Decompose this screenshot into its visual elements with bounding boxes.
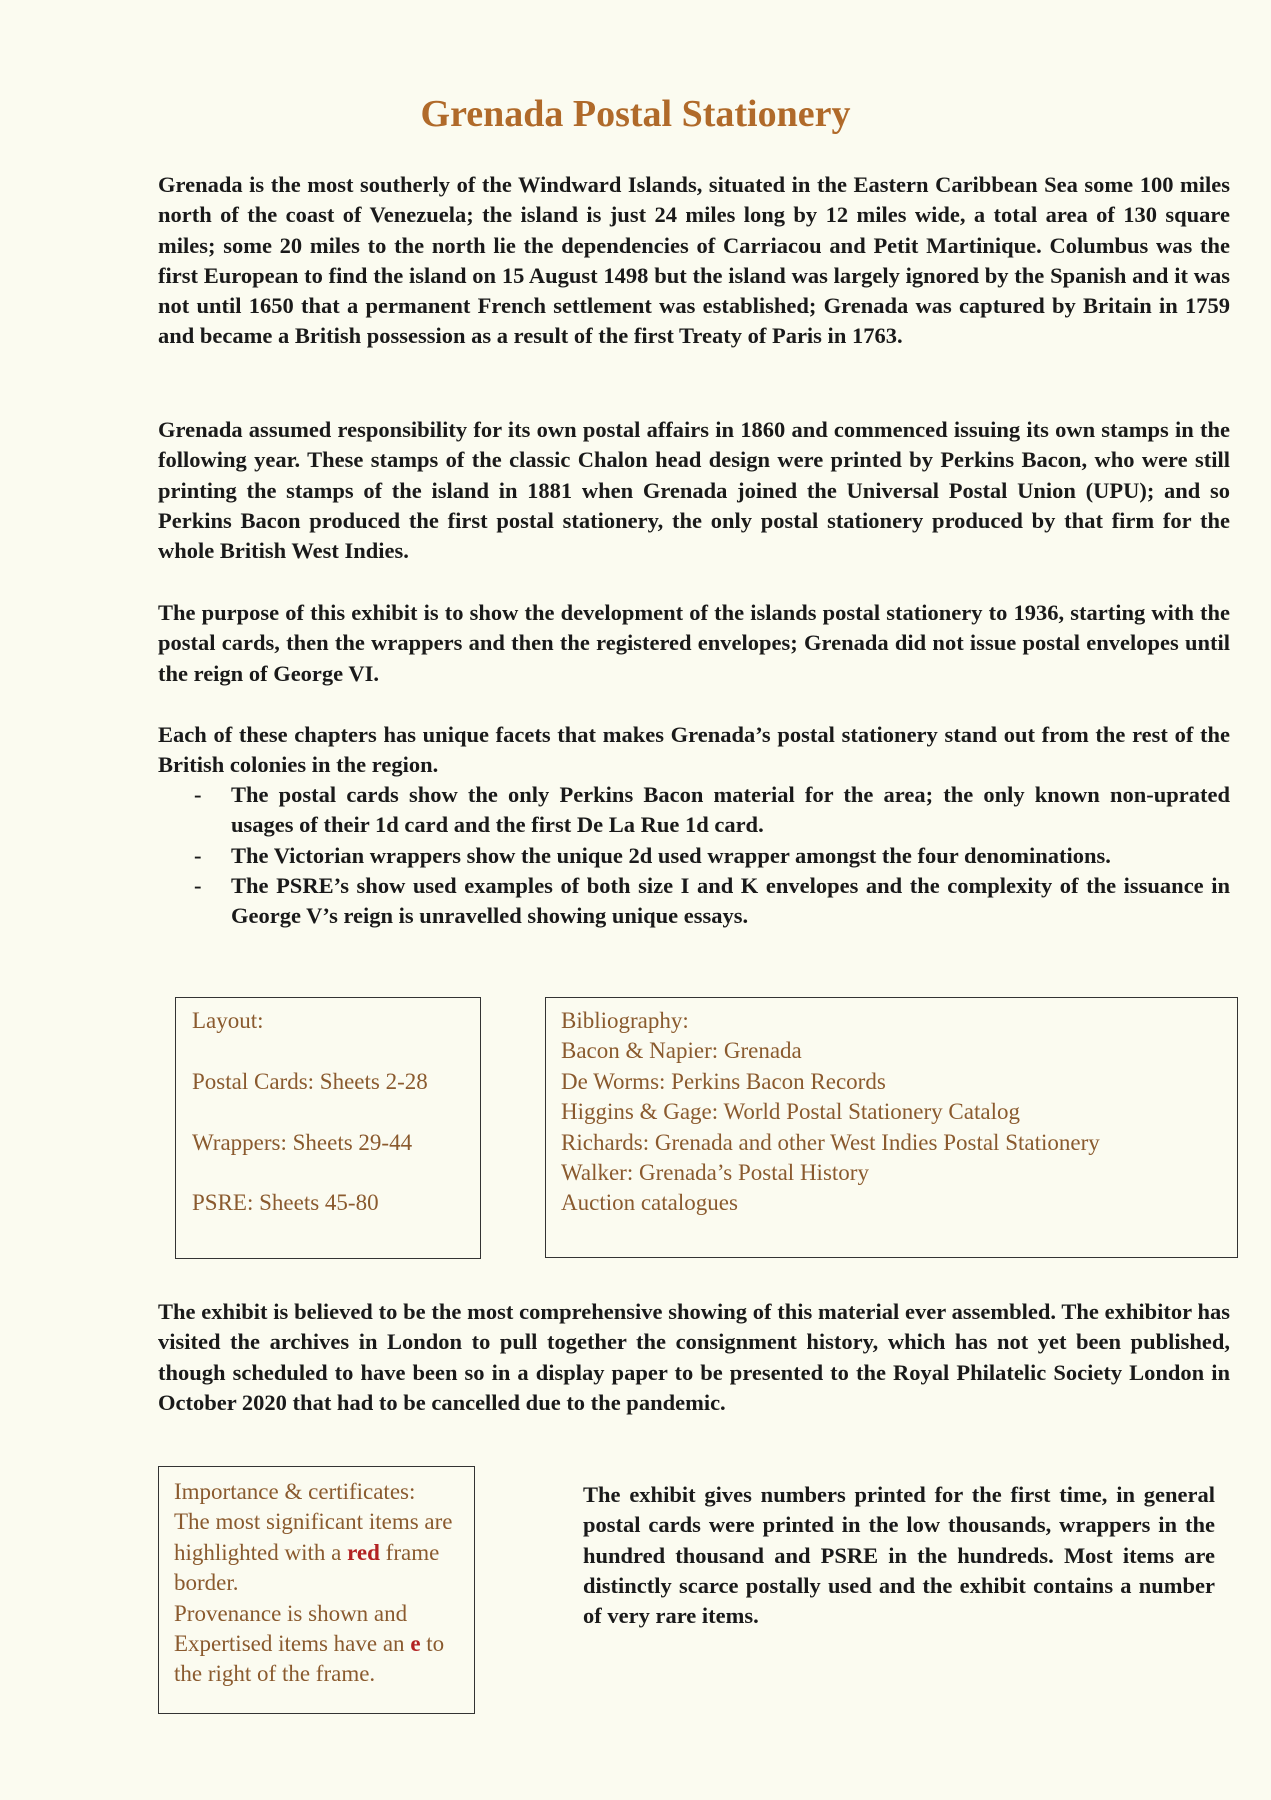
list-item [158,780,1230,841]
layout-item-postal-cards: Postal Cards: Sheets 2-28 [192,1068,428,1094]
list-item-text: The PSRE’s show used examples of both size I and K envelopes and the complexity of the issuance in George V’s reign is unravelled showing unique essays. [231,872,1230,929]
bibliography-item: Higgins & Gage: World Postal Stationery Catalog [561,1099,1020,1125]
layout-heading: Layout: [192,1008,264,1033]
importance-text-part: The most significant items are highlighted with a [174,1509,453,1565]
spacer [192,1097,464,1127]
list-item-text: The postal cards show the only Perkins Bacon material for the area; the only known non-uprated usages of their 1d card and the first De La Rue 1d card. [231,782,1230,838]
page-title: Grenada Postal Stationery [420,93,851,135]
spacer [192,1036,464,1066]
importance-box [158,1466,475,1714]
bibliography-item: Walker: Grenada’s Postal History [561,1160,869,1186]
expertised-marker: e [410,1631,421,1657]
importance-heading: Importance & certificates: [174,1479,416,1504]
list-item [158,841,1230,871]
importance-text-part: frame border. [174,1539,440,1596]
provenance-text-part: to the right of the frame. [174,1631,445,1687]
bullet-dash: - [194,782,202,807]
comprehensive-paragraph: The exhibit is believed to be the most comprehensive showing of this material ever assembled. The exhibitor has visited the archives in London to pull together the consignment history, which has not yet been published, though scheduled to have been so in a display paper to be presented to the Royal Philatelic Society London in October 2020 that had to be cancelled due to the pandemic. [158,1299,1230,1415]
provenance-text-part: Provenance is shown and Expertised items have an [174,1600,411,1657]
list-item-text: The Victorian wrappers show the unique 2d used wrapper amongst the four denominations. [231,842,1111,868]
list-item [158,871,1230,932]
purpose-paragraph: The purpose of this exhibit is to show the development of the islands postal stationery to 1936, starting with the postal cards, then the wrappers and then the registered envelopes; Grenada did not issue postal envelopes until the reign of George VI. [158,600,1230,686]
chapters-paragraph: Each of these chapters has unique facets that makes Grenada’s postal stationery stand out from the rest of the British colonies in the region. [158,722,1230,778]
intro-paragraph: Grenada is the most southerly of the Windward Islands, situated in the Eastern Caribbean Sea some 100 miles north of the coast of Venezuela; the island is just 24 miles long by 12 miles wide, a total area of 130 square miles; some 20 miles to the north lie the dependencies of Carriacou and Petit Martinique. Columbus was the first European to find the island on 15 August 1498 but the island was largely ignored by the Spanish and it was not until 1650 that a permanent French settlement was established; Grenada was captured by Britain in 1759 and became a British possession as a result of the first Treaty of Paris in 1763. [158,172,1230,349]
bibliography-item: Bacon & Napier: Grenada [561,1038,802,1064]
bibliography-heading: Bibliography: [561,1008,689,1033]
bullet-dash: - [194,842,202,868]
bullet-dash: - [194,872,202,898]
numbers-paragraph: The exhibit gives numbers printed for the first time, in general postal cards were printed in the low thousands, wrappers in the hundred thousand and PSRE in the hundreds. Most items are distinctly scarce postally used and the exhibit contains a number of very rare items. [583,1482,1215,1629]
importance-text [174,1507,459,1598]
bibliography-box [545,997,1238,1258]
layout-item-wrappers: Wrappers: Sheets 29-44 [192,1129,413,1155]
highlight-word: red [347,1539,380,1565]
layout-box [175,997,481,1259]
bibliography-item: De Worms: Perkins Bacon Records [561,1068,886,1094]
provenance-text [174,1599,459,1690]
bibliography-item: Auction catalogues [561,1190,738,1216]
facets-list [158,780,1230,931]
spacer [192,1158,464,1188]
postal-affairs-paragraph: Grenada assumed responsibility for its own postal affairs in 1860 and commenced issuing its own stamps in the following year. These stamps of the classic Chalon head design were printed by Perkins Bacon, who were still printing the stamps of the island in 1881 when Grenada joined the Universal Postal Union (UPU); and so Perkins Bacon produced the first postal stationery, the only postal stationery produced by that firm for the whole British West Indies. [158,417,1230,564]
layout-item-psre: PSRE: Sheets 45-80 [192,1190,379,1216]
bibliography-item: Richards: Grenada and other West Indies Postal Stationery [561,1129,1100,1155]
